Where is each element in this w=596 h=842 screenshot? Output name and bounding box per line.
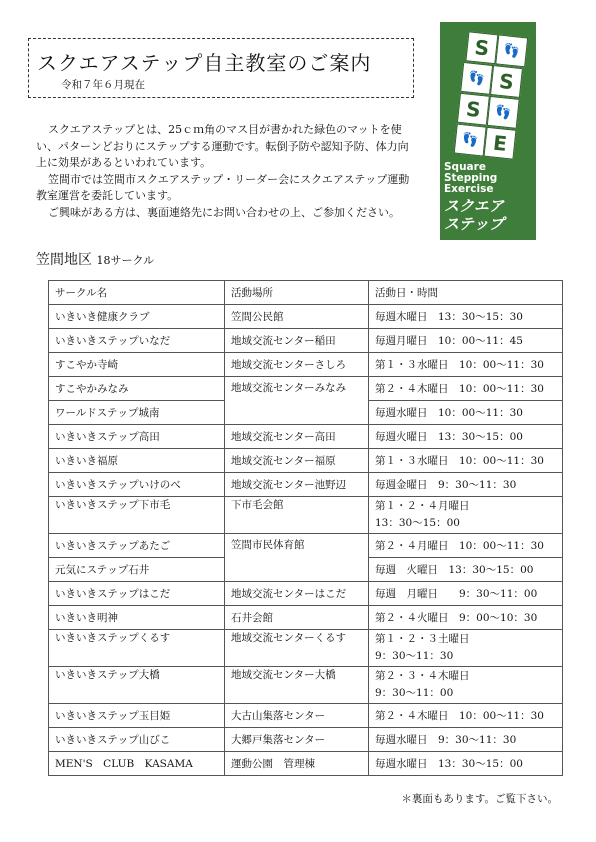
activity-day: 第１・２・４月曜日 xyxy=(375,500,470,512)
activity-place: 地域交流センターみなみ xyxy=(225,377,369,425)
footprint-icon: 👣 xyxy=(454,124,487,157)
circle-name: すこやか寺崎 xyxy=(49,353,225,377)
activity-place: 大郷戸集落センター xyxy=(225,728,369,752)
circle-name: すこやかみなみ xyxy=(49,377,225,401)
circle-name: ワールドステップ城南 xyxy=(49,401,225,425)
table-row xyxy=(49,425,563,449)
circle-name: いきいきステップ大橋 xyxy=(49,667,225,704)
intro-paragraph: スクエアステップとは、25ｃｍ角のマス目が書かれた緑色のマットを使い、パターンどおりにステップする運動です。転倒予防や認知予防、体力向上に効果があるといわれています。 xyxy=(36,123,409,169)
logo-grid xyxy=(454,31,528,159)
circle-name: いきいき健康クラブ xyxy=(49,305,225,329)
table-row xyxy=(49,329,563,353)
activity-time: 毎週 月曜日 9：30～11：00 xyxy=(369,582,563,606)
circle-name: いきいきステップ玉目姫 xyxy=(49,704,225,728)
circle-name: 元気にステップ石井 xyxy=(49,558,225,582)
circle-name: いきいきステップ下市毛 xyxy=(49,497,225,534)
header-time: 活動日・時間 xyxy=(369,281,563,305)
activity-time: 第２・４火曜日 9：00～10：30 xyxy=(369,606,563,630)
activity-hours: 9：30～11：00 xyxy=(375,687,454,699)
circle-name: いきいきステップ高田 xyxy=(49,425,225,449)
circle-name: いきいきステップいけのべ xyxy=(49,473,225,497)
activity-place: 地域交流センターはこだ xyxy=(225,582,369,606)
circle-name: いきいきステップあたご xyxy=(49,534,225,558)
table-row xyxy=(49,728,563,752)
activity-time: 第１・３水曜日 10：00～11：30 xyxy=(369,449,563,473)
table-header-row xyxy=(49,281,563,305)
activity-place: 下市毛会館 xyxy=(225,497,369,534)
table-row xyxy=(49,704,563,728)
activity-place: 地域交流センター池野辺 xyxy=(225,473,369,497)
activity-time: 毎週水曜日 9：30～11：30 xyxy=(369,728,563,752)
activity-time: 毎週水曜日 13：30～15：00 xyxy=(369,752,563,776)
intro-text xyxy=(36,122,416,221)
activity-time: 第１・３水曜日 10：00～11：30 xyxy=(369,353,563,377)
table-row xyxy=(49,630,563,667)
section-title xyxy=(36,249,154,269)
logo-kana-step: ステップ xyxy=(444,215,504,233)
table-row xyxy=(49,582,563,606)
square-step-logo xyxy=(440,22,536,240)
back-page-note: ＊裏面もあります。ご覧下さい。 xyxy=(401,793,558,805)
circle-name: MEN'S CLUB KASAMA xyxy=(49,752,225,776)
footprint-icon: 👣 xyxy=(487,96,520,129)
section-unit: サークル xyxy=(110,254,155,267)
activity-time: 毎週火曜日 13：30～15：00 xyxy=(369,425,563,449)
intro-paragraph: 笠間市では笠間市スクエアステップ・リーダー会にスクエアステップ運動教室運営を委託しています。 xyxy=(36,172,410,202)
activity-place: 地域交流センター大橋 xyxy=(225,667,369,704)
header-place: 活動場所 xyxy=(225,281,369,305)
activity-time: 毎週金曜日 9：30～11：30 xyxy=(369,473,563,497)
activity-hours: 9：30～11：30 xyxy=(375,650,454,662)
circle-name: いきいき福原 xyxy=(49,449,225,473)
activity-time: 第２・４木曜日 10：00～11：30 xyxy=(369,377,563,401)
activity-day: 第１・２・３土曜日 xyxy=(375,633,470,645)
table-row xyxy=(49,377,563,401)
activity-day: 第２・３・４木曜日 xyxy=(375,670,470,682)
title-box xyxy=(28,38,414,98)
intro-paragraph: ご興味がある方は、裏面連絡先にお問い合わせの上、ご参加ください。 xyxy=(48,205,400,219)
activity-time: 毎週月曜日 10：00～11：45 xyxy=(369,329,563,353)
header-circle-name: サークル名 xyxy=(49,281,225,305)
activity-place: 笠間公民館 xyxy=(225,305,369,329)
table-row xyxy=(49,667,563,704)
circle-name: いきいきステップいなだ xyxy=(49,329,225,353)
activity-place: 地域交流センター高田 xyxy=(225,425,369,449)
logo-letter-s3: S xyxy=(457,93,490,126)
activity-time: 毎週水曜日 10：00～11：30 xyxy=(369,401,563,425)
table-row xyxy=(49,305,563,329)
table-row xyxy=(49,497,563,534)
logo-line-square: Square xyxy=(444,161,486,173)
activity-place: 大古山集落センター xyxy=(225,704,369,728)
activity-time: 毎週木曜日 13：30～15：30 xyxy=(369,305,563,329)
circle-name: いきいき明神 xyxy=(49,606,225,630)
table-row xyxy=(49,534,563,558)
logo-letter-s2: S xyxy=(490,65,523,98)
logo-kana-square: スクエア xyxy=(444,197,504,215)
activity-place: 地域交流センターさしろ xyxy=(225,353,369,377)
circle-name: いきいきステップくるす xyxy=(49,630,225,667)
table-row xyxy=(49,606,563,630)
activity-time xyxy=(369,667,563,704)
page-title: スクエアステップ自主教室のご案内 xyxy=(37,51,372,75)
activity-time: 第２・４月曜日 10：00～11：30 xyxy=(369,534,563,558)
activity-place: 石井会館 xyxy=(225,606,369,630)
activity-place: 笠間市民体育館 xyxy=(225,534,369,582)
activity-time xyxy=(369,630,563,667)
table-row xyxy=(49,353,563,377)
logo-letter-s1: S xyxy=(465,31,498,64)
section-name: 笠間地区 xyxy=(36,252,92,268)
activity-time xyxy=(369,497,563,534)
activity-place: 地域交流センターくるす xyxy=(225,630,369,667)
activity-place: 地域交流センター稲田 xyxy=(225,329,369,353)
circle-name: いきいきステップ山びこ xyxy=(49,728,225,752)
activity-time: 第２・４木曜日 10：00～11：30 xyxy=(369,704,563,728)
logo-line-exercise: Exercise xyxy=(444,183,494,195)
circle-table xyxy=(48,280,563,776)
table-row xyxy=(49,473,563,497)
table-row xyxy=(49,752,563,776)
logo-line-stepping: Stepping xyxy=(444,172,498,184)
date-label: 令和７年６月現在 xyxy=(61,79,145,91)
activity-hours: 13：30～15：00 xyxy=(375,517,460,529)
activity-time: 毎週 火曜日 13：30～15：00 xyxy=(369,558,563,582)
logo-letter-e: E xyxy=(484,127,517,160)
activity-place: 運動公園 管理棟 xyxy=(225,752,369,776)
footprint-icon: 👣 xyxy=(495,34,528,67)
table-row xyxy=(49,449,563,473)
activity-place: 地域交流センター福原 xyxy=(225,449,369,473)
circle-name: いきいきステップはこだ xyxy=(49,582,225,606)
footprint-icon: 👣 xyxy=(460,62,493,95)
section-count: 18 xyxy=(96,254,111,267)
